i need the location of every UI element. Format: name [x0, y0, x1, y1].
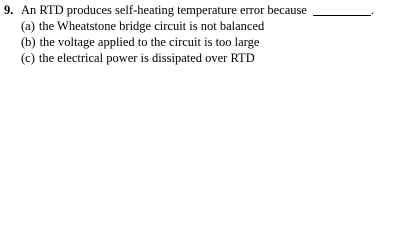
option-a [21, 18, 400, 34]
answer-options [4, 18, 400, 66]
answer-blank[interactable] [313, 15, 371, 16]
option-text: the electrical power is dissipated over RTD [38, 51, 255, 65]
question-number: 9. [4, 3, 14, 17]
option-letter: (c) [21, 51, 35, 65]
option-letter: (b) [21, 35, 36, 49]
option-b [21, 34, 400, 50]
question-9 [4, 2, 400, 66]
option-letter: (a) [21, 19, 35, 33]
option-text: the voltage applied to the circuit is too large [39, 35, 260, 49]
option-c [21, 50, 400, 66]
question-end-punctuation: . [370, 3, 375, 17]
option-text: the Wheatstone bridge circuit is not balanced [38, 19, 265, 33]
question-stem: An RTD produces self-heating temperature error because [21, 3, 307, 17]
question-line [4, 2, 400, 18]
